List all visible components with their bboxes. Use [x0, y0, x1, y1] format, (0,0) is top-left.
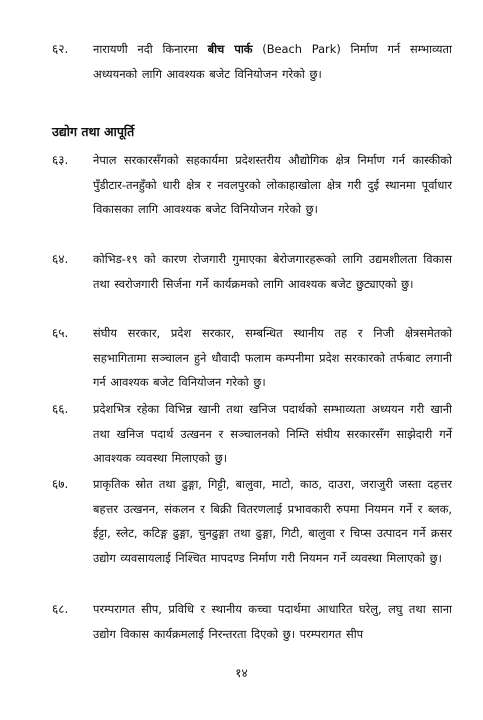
paragraph-text: परम्परागत सीप, प्रविधि र स्थानीय कच्चा पदार्थमा आधारित घरेलु, लघु तथा साना उद्योग विकास कार्यक्रमलाई निरन्तरता दिएको छु। परम्परागत सीप: [93, 602, 452, 641]
paragraph-number: ६४.: [52, 252, 69, 266]
paragraph-number: ६६.: [52, 402, 69, 416]
bold-term: बीच पार्क: [207, 42, 253, 56]
paragraph-text: कोभिड-१९ को कारण रोजगारी गुमाएका बेरोजगारहरूको लागि उद्यमशीलता विकास तथा स्वरोजगारी सिर्जना गर्ने कार्यक्रमको लागि आवश्यक बजेट छुट्याएको छु।: [93, 252, 452, 291]
page-number: १४: [235, 666, 248, 680]
paragraph-65: [52, 321, 452, 395]
paragraph-number: ६८.: [52, 602, 69, 616]
paragraph-number: ६७.: [52, 477, 69, 491]
paragraph-number: ६३.: [52, 153, 69, 167]
paragraph-63: [52, 148, 452, 222]
paragraph-62: [52, 37, 452, 86]
paragraph-67: [52, 472, 452, 570]
paragraph-number: ६२.: [52, 42, 69, 56]
paragraph-text: नेपाल सरकारसँगको सहकार्यमा प्रदेशस्तरीय औद्योगिक क्षेत्र निर्माण गर्न कास्कीको पुँडीटार-तनहुँको धारी क्षेत्र र नवलपुरको लोकाहाखोला क्षेत्र गरी दुई स्थानमा पूर्वाधार विकासका लागि आवश्यक बजेट विनियोजन गरेको छु।: [93, 153, 452, 216]
paragraph-text: नारायणी नदी किनारमा बीच पार्क (Beach Park) निर्माण गर्न सम्भाव्यता अध्ययनको लागि आवश्यक बजेट विनियोजन गरेको छु।: [93, 42, 453, 81]
paragraph-68: [52, 597, 452, 646]
paragraph-number: ६५.: [52, 326, 69, 340]
paragraph-text: संघीय सरकार, प्रदेश सरकार, सम्बन्धित स्थानीय तह र निजी क्षेत्रसमेतको सहभागितामा सञ्चालन हुने धौवादी फलाम कम्पनीमा प्रदेश सरकारको तर्फबाट लगानी गर्न आवश्यक बजेट विनियोजन गरेको छु।: [93, 326, 452, 389]
paragraph-text: प्राकृतिक स्रोत तथा ढुङ्गा, गिट्टी, बालुवा, माटो, काठ, दाउरा, जराजुरी जस्ता दहत्तर बहत्तर उत्खनन, संकलन र बिक्री वितरणलाई प्रभावकारी रुपमा नियमन गर्ने र ब्लक, ईट्टा, स्लेट, कटिङ्ग ढुङ्गा, चुनढुङ्गा तथा ढुङ्गा, गिटी, बालुवा र चिप्स उत्पादन गर्ने क्रसर उद्योग व्यवसायलाई निश्चित मापदण्ड निर्माण गरी नियमन गर्ने व्यवस्था मिलाएको छु।: [93, 477, 452, 565]
paragraph-66: [52, 397, 452, 471]
section-heading: उद्योग तथा आपूर्ति: [52, 124, 135, 139]
paragraph-text: प्रदेशभित्र रहेका विभिन्न खानी तथा खनिज पदार्थको सम्भाव्यता अध्ययन गरी खानी तथा खनिज पदार्थ उत्खनन र सञ्चालनको निम्ति संघीय सरकारसँग साझेदारी गर्ने आवश्यक व्यवस्था मिलाएको छु।: [93, 402, 452, 465]
paragraph-64: [52, 247, 452, 296]
